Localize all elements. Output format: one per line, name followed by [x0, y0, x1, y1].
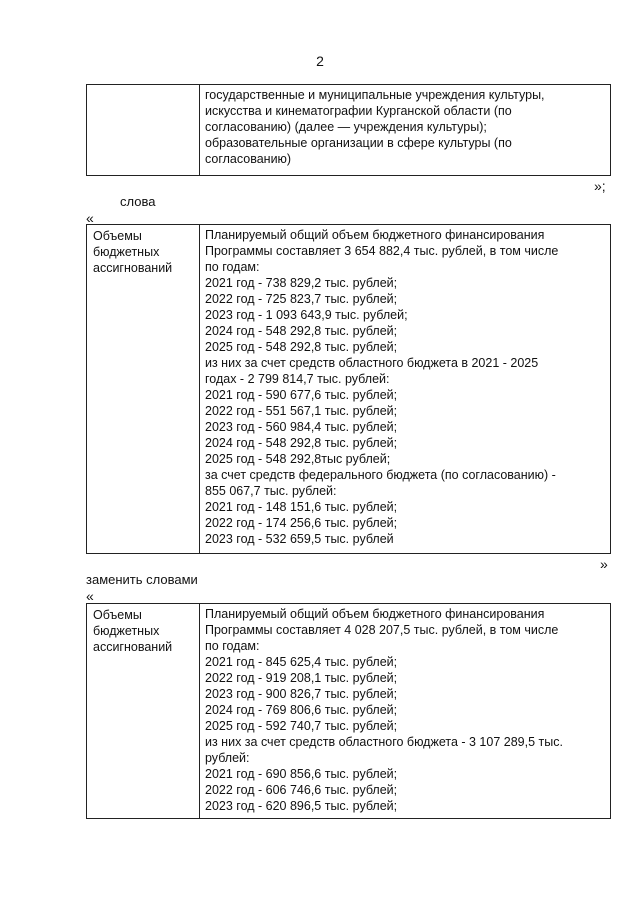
- closing-quote: »;: [594, 178, 606, 194]
- text-line: согласованию) (далее — учреждения культуры);: [205, 120, 487, 134]
- text-line: Планируемый общий объем бюджетного финансирования: [205, 228, 545, 242]
- text-line: рублей:: [205, 751, 250, 765]
- text-line: по годам:: [205, 260, 260, 274]
- text-line: 2021 год - 590 677,6 тыс. рублей;: [205, 388, 398, 402]
- text-line: 2021 год - 690 856,6 тыс. рублей;: [205, 767, 398, 781]
- instruction-word-slova: слова: [120, 194, 156, 209]
- budget-table-new: [86, 603, 611, 819]
- text-line: 2025 год - 548 292,8тыс рублей;: [205, 452, 391, 466]
- budget-table-old-content: [200, 225, 611, 554]
- budget-table-old: [86, 224, 611, 554]
- text-line: 2024 год - 548 292,8 тыс. рублей;: [205, 324, 398, 338]
- text-line: по годам:: [205, 639, 260, 653]
- text-line: из них за счет средств областного бюджета в 2021 - 2025: [205, 356, 539, 370]
- text-line: 2021 год - 738 829,2 тыс. рублей;: [205, 276, 398, 290]
- text-line: годах - 2 799 814,7 тыс. рублей:: [205, 372, 390, 386]
- top-table: [86, 84, 611, 176]
- top-table-right-cell: [200, 85, 611, 176]
- text-line: 2021 год - 148 151,6 тыс. рублей;: [205, 500, 398, 514]
- label-line: ассигнований: [93, 261, 173, 275]
- instruction-zamenit-slovami: заменить словами: [86, 572, 198, 587]
- text-line: 2022 год - 606 746,6 тыс. рублей;: [205, 783, 398, 797]
- top-table-left-cell: [87, 85, 200, 176]
- text-line: 2022 год - 174 256,6 тыс. рублей;: [205, 516, 398, 530]
- text-line: 2021 год - 845 625,4 тыс. рублей;: [205, 655, 398, 669]
- text-line: согласованию): [205, 152, 292, 166]
- text-line: 2025 год - 548 292,8 тыс. рублей;: [205, 340, 398, 354]
- text-line: 2022 год - 919 208,1 тыс. рублей;: [205, 671, 398, 685]
- text-line: 2022 год - 725 823,7 тыс. рублей;: [205, 292, 398, 306]
- text-line: Программы составляет 4 028 207,5 тыс. рублей, в том числе: [205, 623, 559, 637]
- budget-table-new-content: [200, 604, 611, 819]
- text-line: 2023 год - 900 826,7 тыс. рублей;: [205, 687, 398, 701]
- label-line: бюджетных: [93, 245, 160, 259]
- opening-quote: «: [86, 210, 94, 226]
- text-line: за счет средств федерального бюджета (по согласованию) -: [205, 468, 556, 482]
- text-line: Программы составляет 3 654 882,4 тыс. рублей, в том числе: [205, 244, 559, 258]
- text-line: из них за счет средств областного бюджета - 3 107 289,5 тыс.: [205, 735, 563, 749]
- text-line: образовательные организации в сфере культуры (по: [205, 136, 512, 150]
- text-line: государственные и муниципальные учреждения культуры,: [205, 88, 545, 102]
- label-line: бюджетных: [93, 624, 160, 638]
- page-number: 2: [316, 53, 324, 69]
- label-line: Объемы: [93, 608, 142, 622]
- budget-table-old-label: [87, 225, 200, 554]
- label-line: ассигнований: [93, 640, 173, 654]
- text-line: 2024 год - 769 806,6 тыс. рублей;: [205, 703, 398, 717]
- text-line: Планируемый общий объем бюджетного финансирования: [205, 607, 545, 621]
- text-line: 2023 год - 1 093 643,9 тыс. рублей;: [205, 308, 408, 322]
- text-line: искусства и кинематографии Курганской области (по: [205, 104, 512, 118]
- budget-table-new-label: [87, 604, 200, 819]
- closing-quote: »: [600, 556, 608, 572]
- label-line: Объемы: [93, 229, 142, 243]
- text-line: 855 067,7 тыс. рублей:: [205, 484, 337, 498]
- text-line: 2024 год - 548 292,8 тыс. рублей;: [205, 436, 398, 450]
- text-line: 2025 год - 592 740,7 тыс. рублей;: [205, 719, 398, 733]
- opening-quote: «: [86, 588, 94, 604]
- text-line: 2023 год - 532 659,5 тыс. рублей: [205, 532, 394, 546]
- text-line: 2023 год - 620 896,5 тыс. рублей;: [205, 799, 398, 813]
- text-line: 2023 год - 560 984,4 тыс. рублей;: [205, 420, 398, 434]
- text-line: 2022 год - 551 567,1 тыс. рублей;: [205, 404, 398, 418]
